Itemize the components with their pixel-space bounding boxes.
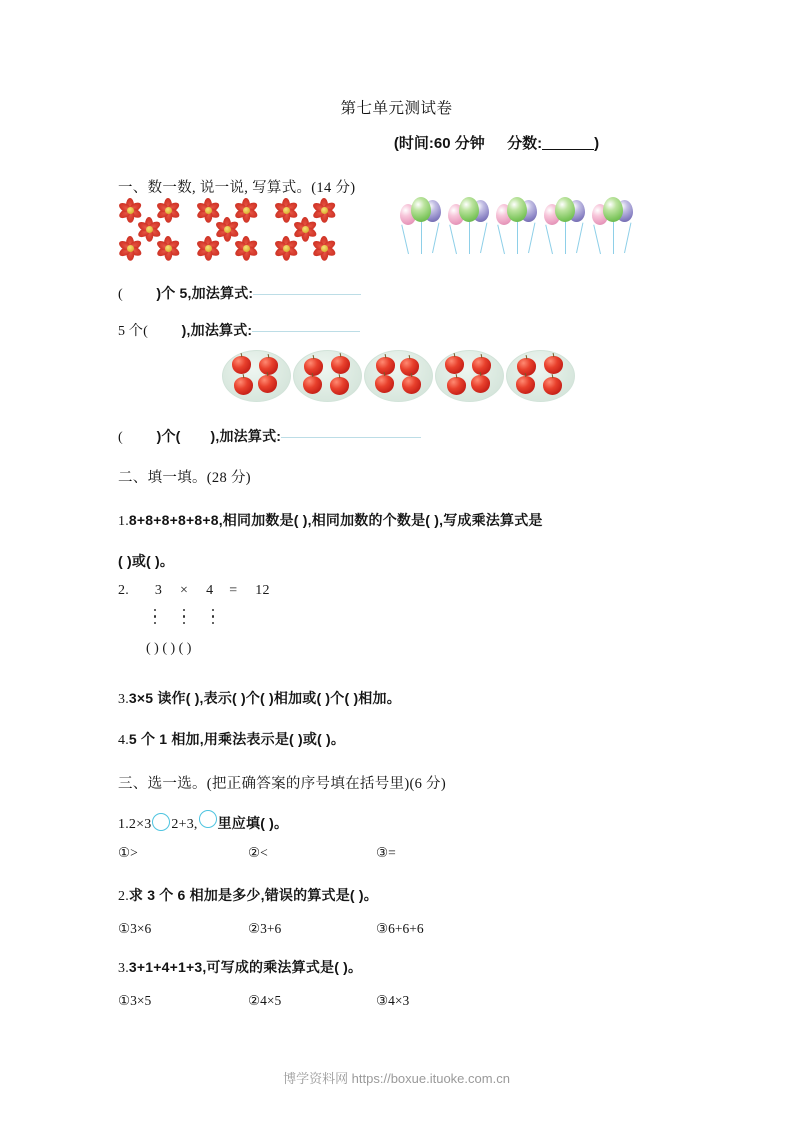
s1q2-answer-line[interactable]: [252, 331, 360, 332]
s2i4-number: 4.: [118, 733, 129, 748]
s3i2-option-3[interactable]: ③6+6+6: [376, 921, 424, 936]
s1q3-text-1[interactable]: )个(: [156, 428, 181, 444]
balloon-string: [545, 225, 553, 254]
balloon-string: [528, 223, 536, 254]
apple-icon: [258, 375, 277, 393]
apple-icon: [234, 377, 253, 395]
apple-icon: [543, 377, 562, 395]
apple-icon: [445, 356, 464, 374]
s1q3-answer-line[interactable]: [281, 437, 421, 438]
score-blank[interactable]: [542, 149, 594, 150]
apple-icon: [376, 357, 395, 375]
section2-item-3[interactable]: [118, 688, 401, 708]
section1-question-3: [118, 426, 421, 446]
s3i2-text: 求 3 个 6 相加是多少,错误的算式是( )。: [128, 887, 378, 903]
balloon-bunch: [496, 196, 540, 254]
score-label: 分数:: [507, 135, 543, 152]
time-limit-label: (时间:60 分钟: [393, 135, 485, 152]
s3i3-text: 3+1+4+1+3,可写成的乘法算式是( )。: [128, 959, 363, 975]
flower-icon: [156, 236, 180, 260]
s3i2-number: 2.: [118, 889, 129, 904]
apple-icon: [471, 375, 490, 393]
apple-icon: [516, 376, 535, 394]
apple-icon: [517, 358, 536, 376]
flower-icon: [196, 236, 220, 260]
apple-icon: [402, 376, 421, 394]
section1-question-1: [118, 283, 361, 303]
balloon-string: [497, 225, 505, 254]
s1q1-text: )个 5,加法算式:: [156, 285, 254, 301]
s1q1-blank-paren-open[interactable]: (: [118, 287, 123, 302]
apple-icon: [259, 357, 278, 375]
apple-icon: [400, 358, 419, 376]
section3-item-1-options[interactable]: [118, 845, 396, 861]
flower-icon: [118, 236, 142, 260]
balloon-icon: [411, 197, 431, 222]
s3i1-option-2[interactable]: ②<: [248, 845, 268, 860]
balloon-icon: [507, 197, 527, 222]
apple-icon: [447, 377, 466, 395]
apple-plate: [506, 350, 575, 402]
section3-item-3-options[interactable]: [118, 993, 409, 1009]
s2i2-dot-column-1: [154, 609, 157, 628]
section-1-heading: 一、数一数, 说一说, 写算式。(14 分): [118, 180, 356, 196]
apple-icon: [330, 377, 349, 395]
s1q3-paren-open[interactable]: (: [118, 430, 123, 445]
balloon-string: [613, 221, 614, 254]
s3i1-number: 1.: [118, 817, 129, 832]
balloon-string: [565, 221, 566, 254]
s2i1-text-2: ( )或( )。: [118, 553, 175, 569]
s2i2-operand-b: 4: [206, 583, 214, 598]
s2i2-operand-a: 3: [154, 583, 163, 598]
comparison-circle-icon-2[interactable]: [199, 810, 217, 828]
comparison-circle-icon-1[interactable]: [152, 813, 170, 831]
section-2-heading: 二、填一填。(28 分): [118, 470, 251, 486]
s3i1-option-1[interactable]: ①>: [118, 845, 138, 860]
balloon-string: [517, 221, 518, 254]
apple-plate: [364, 350, 433, 402]
apple-plate: [222, 350, 291, 402]
apple-icon: [331, 356, 350, 374]
s1q3-text-2: ),加法算式:: [210, 428, 282, 444]
s3i3-option-3[interactable]: ③4×3: [376, 993, 410, 1008]
flower-icon: [274, 236, 298, 260]
s3i1-text-c: 里应填( )。: [217, 815, 289, 831]
flower-icon: [234, 236, 258, 260]
balloon-icon: [459, 197, 479, 222]
apple-icon: [232, 356, 251, 374]
s2i2-equals: =: [229, 583, 238, 598]
s3i1-expr-a: 2×3: [128, 817, 152, 832]
balloon-string: [624, 223, 632, 254]
balloon-string: [576, 223, 584, 254]
s2i3-number: 3.: [118, 692, 129, 707]
section2-item-1-line-1[interactable]: [118, 510, 543, 530]
s3i1-option-3[interactable]: ③=: [376, 845, 396, 860]
apple-plate: [293, 350, 362, 402]
s1q2-prefix[interactable]: 5 个(: [118, 324, 148, 339]
s2i4-text: 5 个 1 相加,用乘法表示是( )或( )。: [128, 731, 346, 747]
s2i2-expression: [118, 583, 270, 599]
balloon-string: [432, 223, 440, 254]
balloon-string: [480, 223, 488, 254]
s3i3-option-2[interactable]: ②4×5: [248, 993, 282, 1008]
balloon-string: [401, 225, 409, 254]
balloon-icon: [603, 197, 623, 222]
balloon-bunch: [448, 196, 492, 254]
apple-icon: [304, 358, 323, 376]
balloon-bunch: [544, 196, 588, 254]
balloon-string: [449, 225, 457, 254]
section2-item-4[interactable]: [118, 729, 345, 749]
apple-icon: [472, 357, 491, 375]
balloon-bunch: [592, 196, 636, 254]
s2i2-result: 12: [255, 583, 270, 598]
meta-close-paren: ): [594, 135, 600, 152]
s3i3-number: 3.: [118, 961, 129, 976]
s3i3-option-1[interactable]: ①3×5: [118, 993, 152, 1008]
s2i2-answer-blanks[interactable]: ( ) ( ) ( ): [146, 641, 192, 656]
flower-group: [196, 198, 272, 260]
flower-group: [118, 198, 194, 260]
s2i1-text: 8+8+8+8+8+8,相同加数是( ),相同加数的个数是( ),写成乘法算式是: [128, 512, 543, 528]
balloon-string: [421, 221, 422, 254]
section-3-heading: 三、选一选。(把正确答案的序号填在括号里)(6 分): [118, 776, 446, 792]
s3i2-option-1[interactable]: ①3×6: [118, 921, 152, 936]
section3-item-3[interactable]: [118, 957, 362, 977]
section2-item-2: [118, 583, 418, 663]
s2i3-text: 3×5 读作( ),表示( )个( )相加或( )个( )相加。: [128, 690, 401, 706]
balloon-bunch: [400, 196, 444, 254]
balloon-string: [469, 221, 470, 254]
s3i2-option-2[interactable]: ②3+6: [248, 921, 282, 936]
section3-item-1[interactable]: [118, 810, 288, 833]
section2-item-1-line-2[interactable]: [118, 551, 174, 571]
section1-question-2: [118, 320, 360, 340]
apple-icon: [544, 356, 563, 374]
s2i1-number: 1.: [118, 514, 129, 529]
s2i2-number: 2.: [118, 583, 130, 598]
s3i1-expr-b: 2+3,: [171, 817, 198, 832]
footer-watermark: 博学资料网 https://boxue.ituoke.com.cn: [283, 1071, 510, 1086]
section3-item-2-options[interactable]: [118, 921, 424, 937]
apple-icon: [303, 376, 322, 394]
page-title: 第七单元测试卷: [340, 100, 453, 117]
s2i2-dot-column-2: [183, 609, 186, 628]
section3-item-2[interactable]: [118, 885, 378, 905]
s1q1-answer-line[interactable]: [253, 294, 361, 295]
flower-icon: [312, 236, 336, 260]
balloon-string: [593, 225, 601, 254]
balloon-icon: [555, 197, 575, 222]
apple-icon: [375, 375, 394, 393]
s2i2-operator: ×: [180, 583, 189, 598]
s1q2-text: ),加法算式:: [181, 322, 253, 338]
flower-group: [274, 198, 350, 260]
exam-meta: [0, 132, 793, 153]
s2i2-dot-column-3: [212, 609, 215, 628]
apple-plate: [435, 350, 504, 402]
